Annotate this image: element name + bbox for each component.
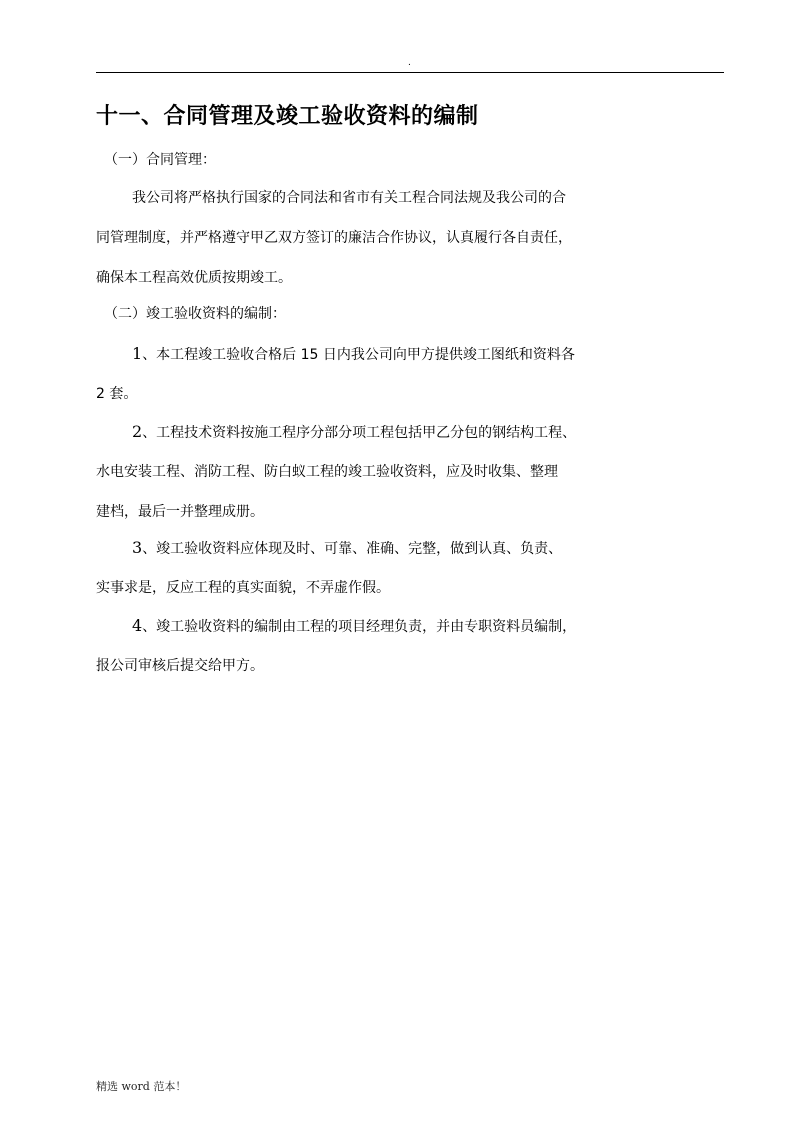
list-item-4 <box>96 606 724 686</box>
header-dot: . <box>408 58 411 68</box>
list-item-line: 1、本工程竣工验收合格后 15 日内我公司向甲方提供竣工图纸和资料各 <box>132 344 575 363</box>
footer-text: 精选 word 范本！ <box>96 1080 187 1093</box>
list-item-1 <box>96 334 724 414</box>
list-item-line: 2、工程技术资料按施工程序分部分项工程包括甲乙分包的钢结构工程、 <box>132 422 577 441</box>
list-item-line: 实事求是，反应工程的真实面貌，不弄虚作假。 <box>96 580 390 596</box>
list-item-number: 1 <box>132 344 143 363</box>
paragraph-line: 同管理制度，并严格遵守甲乙双方签订的廉洁合作协议，认真履行各自责任， <box>96 230 572 246</box>
list-item-3 <box>96 528 724 608</box>
list-item-number: 3 <box>132 538 143 557</box>
list-item-line: 报公司审核后提交给甲方。 <box>96 658 264 674</box>
list-item-line: 水电安装工程、消防工程、防白蚁工程的竣工验收资料，应及时收集、整理 <box>96 464 558 480</box>
paragraph-contract-management <box>96 178 724 298</box>
paragraph-line: 确保本工程高效优质按期竣工。 <box>96 270 292 286</box>
header-rule <box>96 72 724 73</box>
list-item-number: 4 <box>132 616 143 635</box>
list-item-number: 2 <box>132 422 143 441</box>
paragraph-line: 我公司将严格执行国家的合同法和省市有关工程合同法规及我公司的合 <box>132 190 566 206</box>
list-item-line: 4、竣工验收资料的编制由工程的项目经理负责，并由专职资料员编制， <box>132 616 577 635</box>
section-heading-contract: （一）合同管理： <box>104 152 216 168</box>
list-item-line: 建档，最后一并整理成册。 <box>96 504 264 520</box>
section-heading-acceptance: （二）竣工验收资料的编制： <box>104 306 286 322</box>
document-title: 十一、合同管理及竣工验收资料的编制 <box>96 104 479 129</box>
list-item-2 <box>96 412 724 532</box>
list-item-line: 2 套。 <box>96 386 138 402</box>
list-item-line: 3、竣工验收资料应体现及时、可靠、准确、完整，做到认真、负责、 <box>132 538 563 557</box>
